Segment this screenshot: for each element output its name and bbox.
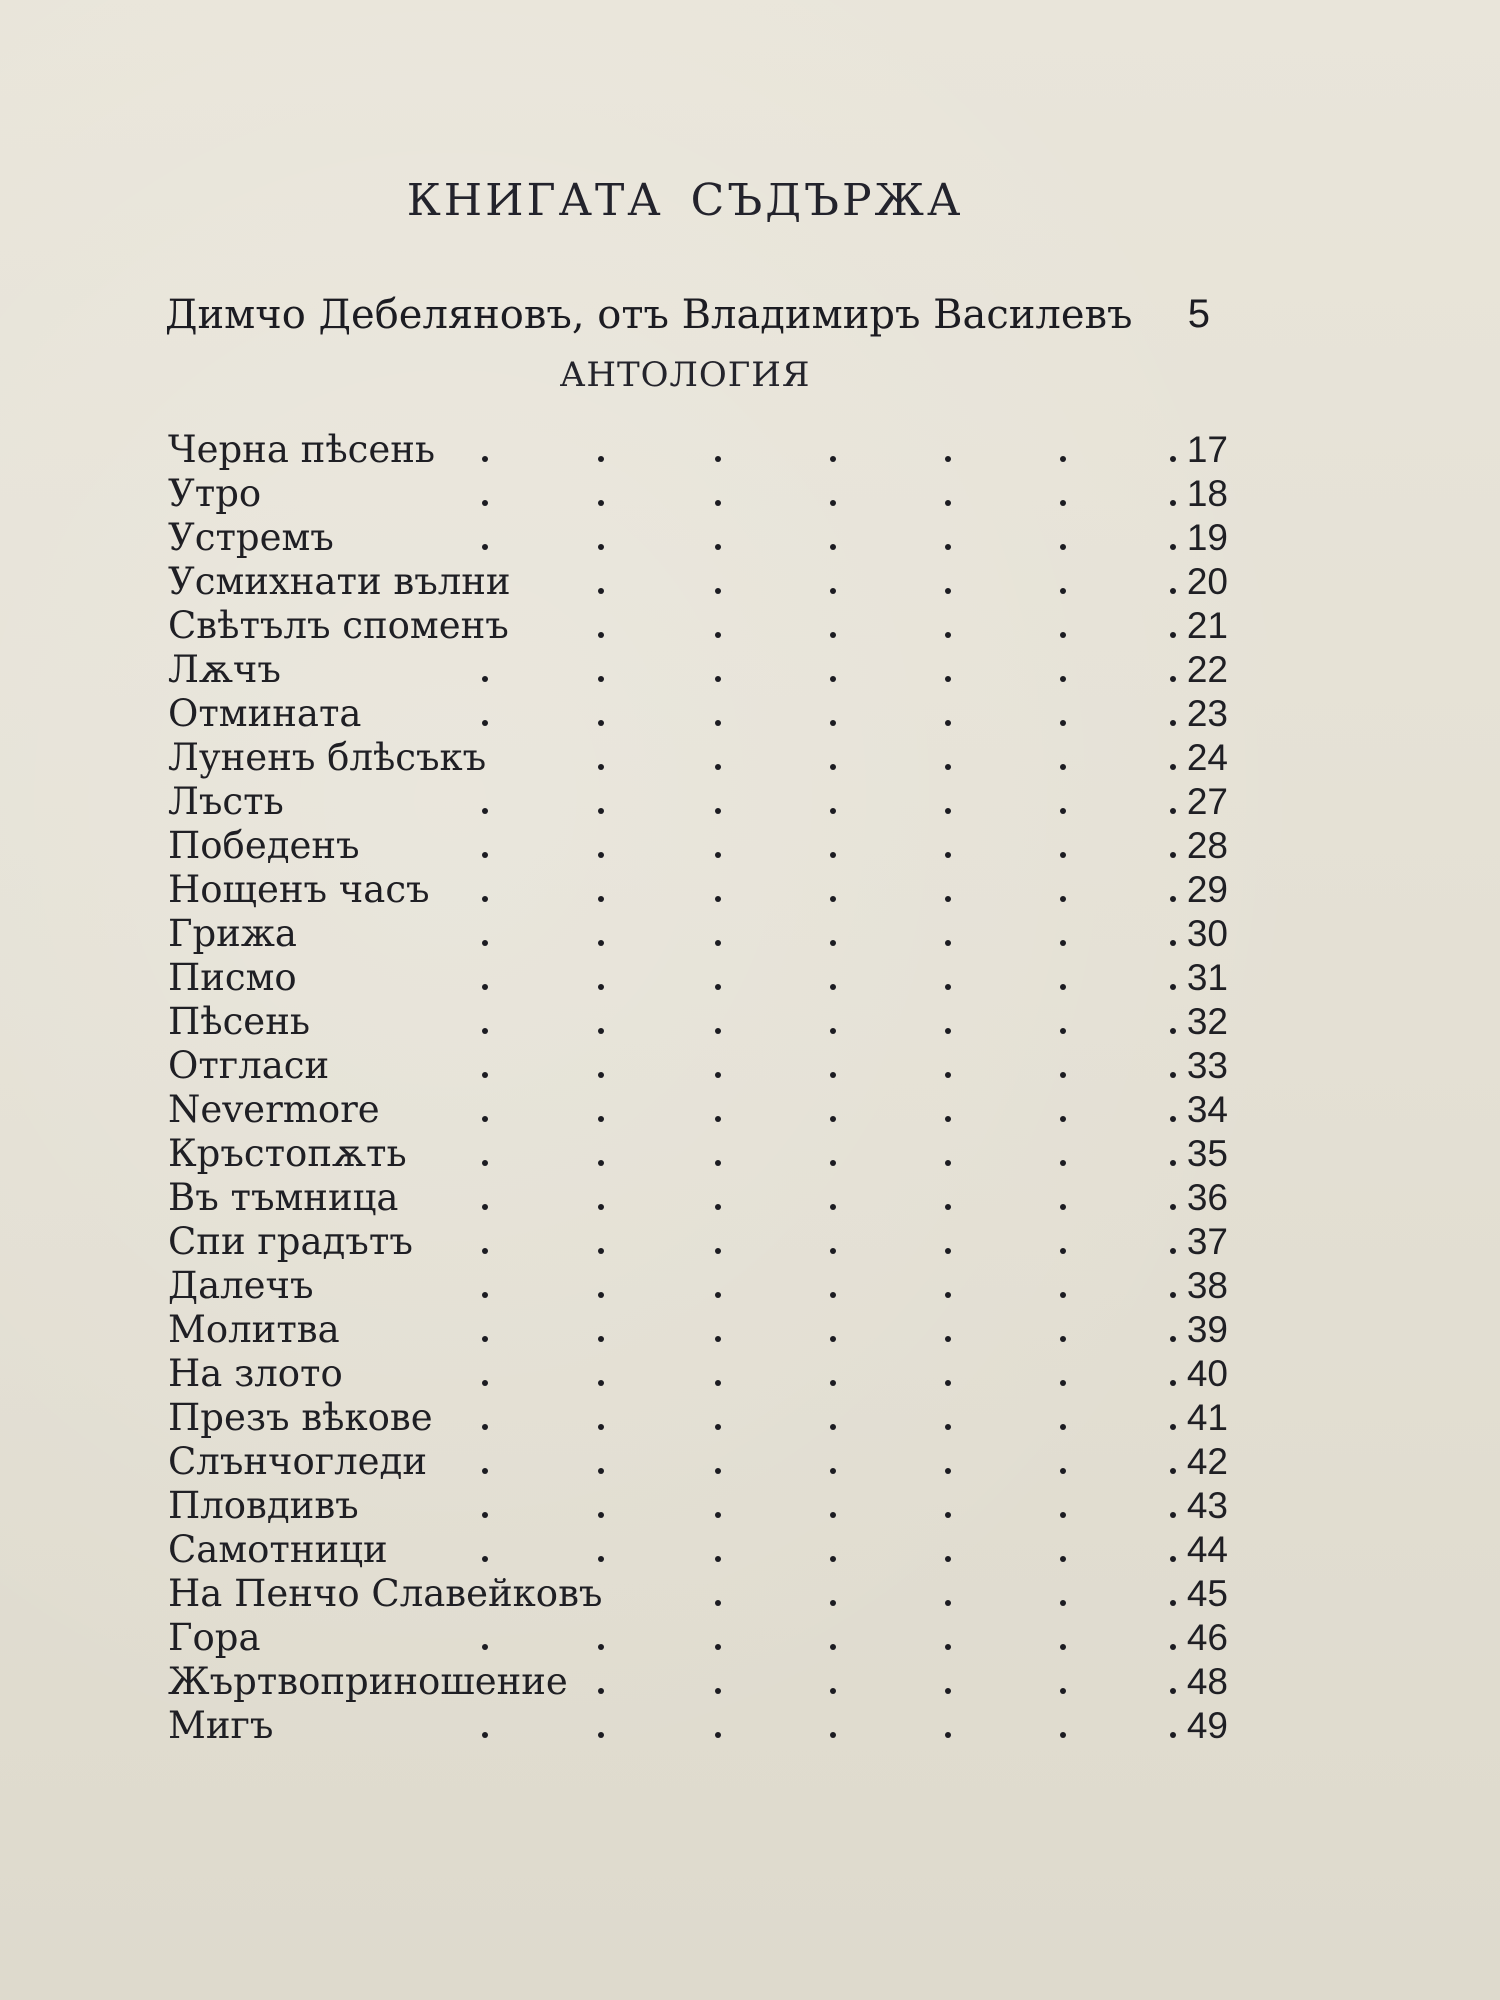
- toc-entry-page: 44: [1186, 1529, 1228, 1570]
- leader-dot: [596, 1704, 606, 1748]
- leader-dot: [480, 1132, 490, 1176]
- leader-dot: [943, 692, 953, 736]
- leader-dot: [1058, 780, 1068, 824]
- toc-entry-page: 34: [1186, 1089, 1228, 1130]
- leader-dot: [1058, 1440, 1068, 1484]
- toc-entry-page: 35: [1186, 1133, 1228, 1174]
- leader-dot: [1058, 868, 1068, 912]
- toc-entry-title: Усмихнати вълни: [168, 560, 511, 603]
- leader-dot: [828, 1088, 838, 1132]
- leader-dot: [828, 1132, 838, 1176]
- toc-entry: [168, 1572, 1228, 1616]
- leader-dot: [480, 1484, 490, 1528]
- leader-dot: [713, 1440, 723, 1484]
- toc-entry: [168, 604, 1228, 648]
- leader-dot: [828, 912, 838, 956]
- leader-dot: [596, 1616, 606, 1660]
- toc-entry-title: Презъ вѣкове: [168, 1396, 433, 1439]
- leader-dot: [713, 824, 723, 868]
- leader-dot: [713, 1352, 723, 1396]
- leader-dot: [828, 1220, 838, 1264]
- leader-dot: [943, 604, 953, 648]
- toc-entry-title: Черна пѣсень: [168, 428, 436, 471]
- page-heading: КНИГАТА СЪДЪРЖА: [406, 175, 964, 226]
- leader-dot: [828, 1616, 838, 1660]
- leader-dot: [828, 1572, 838, 1616]
- leader-dot: [828, 516, 838, 560]
- leader-dot: [480, 956, 490, 1000]
- toc-entry: [168, 912, 1228, 956]
- leader-dot: [596, 1176, 606, 1220]
- leader-dot: [828, 1044, 838, 1088]
- leader-dot: [713, 604, 723, 648]
- leader-dot: [596, 1000, 606, 1044]
- leader-dot: [828, 1352, 838, 1396]
- leader-dot: [596, 604, 606, 648]
- leader-dot: [596, 1264, 606, 1308]
- leader-dot: [1058, 516, 1068, 560]
- leader-dot: [1058, 692, 1068, 736]
- leader-dot: [828, 736, 838, 780]
- leader-dot: [713, 1264, 723, 1308]
- toc-entry-title: Свѣтълъ споменъ: [168, 604, 509, 647]
- leader-dot: [713, 1616, 723, 1660]
- leader-dot: [943, 1264, 953, 1308]
- leader-dot: [1058, 1572, 1068, 1616]
- leader-dot: [828, 1704, 838, 1748]
- toc-entry-page: 49: [1186, 1705, 1228, 1746]
- leader-dot: [943, 824, 953, 868]
- toc-entry-page: 19: [1186, 517, 1228, 558]
- toc-entry: [168, 1616, 1228, 1660]
- leader-dot: [943, 736, 953, 780]
- leader-dot: [713, 1088, 723, 1132]
- leader-dot: [596, 1220, 606, 1264]
- toc-entry-title: Писмо: [168, 956, 297, 999]
- toc-entry: [168, 1088, 1228, 1132]
- toc-entry-page: 18: [1186, 473, 1228, 514]
- toc-entry: [168, 1000, 1228, 1044]
- leader-dot: [480, 472, 490, 516]
- leader-dot: [480, 1088, 490, 1132]
- toc-entry-title: Пловдивъ: [168, 1484, 359, 1527]
- leader-dot: [713, 1572, 723, 1616]
- leader-dot: [596, 428, 606, 472]
- leader-dot: [713, 560, 723, 604]
- leader-dot: [943, 1308, 953, 1352]
- toc-entry-title: Утро: [168, 472, 262, 515]
- toc-entry-title: На Пенчо Славейковъ: [168, 1572, 603, 1615]
- toc-entry-page: 48: [1186, 1661, 1228, 1702]
- leader-dot: [713, 956, 723, 1000]
- leader-dot: [828, 692, 838, 736]
- leader-dot: [943, 1484, 953, 1528]
- toc-entry-page: 36: [1186, 1177, 1228, 1218]
- toc-entry: [168, 1044, 1228, 1088]
- leader-dot: [1058, 428, 1068, 472]
- leader-dot: [480, 824, 490, 868]
- leader-dot: [1058, 736, 1068, 780]
- leader-dot: [713, 516, 723, 560]
- leader-dot: [943, 560, 953, 604]
- leader-dot: [713, 1396, 723, 1440]
- leader-dot: [943, 472, 953, 516]
- leader-dot: [596, 648, 606, 692]
- leader-dot: [1058, 956, 1068, 1000]
- leader-dot: [713, 692, 723, 736]
- leader-dot: [1058, 1704, 1068, 1748]
- leader-dot: [713, 868, 723, 912]
- leader-dot: [713, 1176, 723, 1220]
- leader-dot: [713, 1132, 723, 1176]
- leader-dot: [1058, 1616, 1068, 1660]
- toc-entry-title: Мигъ: [168, 1704, 274, 1747]
- leader-dot: [1058, 1176, 1068, 1220]
- leader-dot: [596, 1044, 606, 1088]
- leader-dot: [943, 780, 953, 824]
- leader-dot: [596, 516, 606, 560]
- leader-dot: [713, 428, 723, 472]
- leader-dot: [480, 1396, 490, 1440]
- leader-dot: [1058, 1308, 1068, 1352]
- leader-dot: [596, 1484, 606, 1528]
- toc-entry: [168, 428, 1228, 472]
- leader-dot: [828, 1308, 838, 1352]
- leader-dot: [1058, 1484, 1068, 1528]
- toc-entry-title: Лъсть: [168, 780, 284, 823]
- leader-dot: [596, 1088, 606, 1132]
- leader-dot: [1058, 1132, 1068, 1176]
- leader-dot: [828, 1264, 838, 1308]
- leader-dot: [828, 1396, 838, 1440]
- leader-dot: [480, 428, 490, 472]
- leader-dot: [943, 1704, 953, 1748]
- toc-entry: [168, 1440, 1228, 1484]
- leader-dot: [480, 1704, 490, 1748]
- leader-dot: [480, 1616, 490, 1660]
- leader-dot: [828, 648, 838, 692]
- leader-dot: [943, 1440, 953, 1484]
- toc-entry-title: Нощенъ часъ: [168, 868, 430, 911]
- leader-dot: [943, 1616, 953, 1660]
- toc-entry: [168, 1528, 1228, 1572]
- toc-entry-page: 21: [1186, 605, 1228, 646]
- leader-dot: [828, 428, 838, 472]
- leader-dot: [1058, 1528, 1068, 1572]
- intro-entry-title: Димчо Дебеляновъ, отъ Владимиръ Василевъ: [165, 292, 1133, 338]
- leader-dot: [943, 428, 953, 472]
- toc-entry-title: Устремъ: [168, 516, 334, 559]
- toc-entry-page: 37: [1186, 1221, 1228, 1262]
- leader-dot: [713, 780, 723, 824]
- leader-dot: [713, 472, 723, 516]
- leader-dot: [596, 824, 606, 868]
- toc-entry: [168, 1176, 1228, 1220]
- toc-entry-title: Далечъ: [168, 1264, 314, 1307]
- toc-entry-title: На злото: [168, 1352, 343, 1395]
- toc-entry-title: Грижа: [168, 912, 297, 955]
- toc-entry: [168, 1220, 1228, 1264]
- leader-dot: [713, 1660, 723, 1704]
- toc-entry-page: 32: [1186, 1001, 1228, 1042]
- toc-entry: [168, 1660, 1228, 1704]
- leader-dot: [480, 1000, 490, 1044]
- leader-dot: [596, 1308, 606, 1352]
- leader-dot: [713, 736, 723, 780]
- toc-entry-page: 30: [1186, 913, 1228, 954]
- toc-entry-title: Кръстопѫть: [168, 1132, 407, 1175]
- toc-entry-page: 33: [1186, 1045, 1228, 1086]
- leader-dot: [596, 868, 606, 912]
- toc-entry-page: 28: [1186, 825, 1228, 866]
- leader-dot: [596, 1528, 606, 1572]
- leader-dot: [1058, 824, 1068, 868]
- leader-dot: [596, 560, 606, 604]
- leader-dot: [828, 1484, 838, 1528]
- leader-dot: [713, 1220, 723, 1264]
- toc-entry: [168, 560, 1228, 604]
- leader-dot: [943, 1088, 953, 1132]
- toc-entry-page: 20: [1186, 561, 1228, 602]
- leader-dot: [596, 692, 606, 736]
- table-of-contents: [168, 428, 1228, 1748]
- toc-entry: [168, 780, 1228, 824]
- leader-dot: [828, 824, 838, 868]
- leader-dot: [828, 472, 838, 516]
- leader-dot: [596, 1440, 606, 1484]
- leader-dot: [828, 1528, 838, 1572]
- toc-entry-page: 22: [1186, 649, 1228, 690]
- leader-dot: [480, 1440, 490, 1484]
- leader-dot: [943, 912, 953, 956]
- leader-dot: [828, 604, 838, 648]
- toc-entry: [168, 1396, 1228, 1440]
- toc-entry-page: 27: [1186, 781, 1228, 822]
- leader-dot: [828, 1000, 838, 1044]
- intro-entry-page: 5: [1187, 292, 1210, 336]
- leader-dot: [828, 560, 838, 604]
- leader-dot: [828, 780, 838, 824]
- leader-dot: [596, 780, 606, 824]
- leader-dot: [480, 1044, 490, 1088]
- toc-entry-title: Жъртвоприношение: [168, 1660, 568, 1703]
- toc-entry-title: Лѫчъ: [168, 648, 281, 691]
- toc-entry-page: 42: [1186, 1441, 1228, 1482]
- toc-entry-page: 29: [1186, 869, 1228, 910]
- leader-dot: [943, 1396, 953, 1440]
- leader-dot: [596, 1352, 606, 1396]
- leader-dot: [1058, 1220, 1068, 1264]
- section-title: АНТОЛОГИЯ: [559, 355, 811, 395]
- leader-dot: [943, 1220, 953, 1264]
- toc-entry: [168, 1308, 1228, 1352]
- toc-entry-title: Молитва: [168, 1308, 340, 1351]
- leader-dot: [713, 912, 723, 956]
- leader-dot: [1058, 1044, 1068, 1088]
- leader-dot: [943, 516, 953, 560]
- leader-dot: [596, 1396, 606, 1440]
- toc-entry-page: 40: [1186, 1353, 1228, 1394]
- leader-dot: [943, 1176, 953, 1220]
- leader-dot: [943, 648, 953, 692]
- leader-dot: [943, 1132, 953, 1176]
- leader-dot: [943, 1528, 953, 1572]
- leader-dot: [1058, 1264, 1068, 1308]
- leader-dot: [1058, 1000, 1068, 1044]
- toc-entry: [168, 472, 1228, 516]
- leader-dot: [828, 1176, 838, 1220]
- toc-entry-title: Луненъ блѣсъкъ: [168, 736, 487, 779]
- toc-entry-page: 41: [1186, 1397, 1228, 1438]
- leader-dot: [713, 1484, 723, 1528]
- leader-dot: [713, 1308, 723, 1352]
- leader-dot: [480, 1308, 490, 1352]
- toc-entry-page: 31: [1186, 957, 1228, 998]
- toc-entry-title: Слънчогледи: [168, 1440, 427, 1483]
- leader-dot: [480, 1220, 490, 1264]
- toc-entry-page: 24: [1186, 737, 1228, 778]
- leader-dot: [1058, 1352, 1068, 1396]
- leader-dot: [828, 1660, 838, 1704]
- toc-entry-title: Nevermore: [168, 1088, 380, 1131]
- toc-entry-title: Отмината: [168, 692, 362, 735]
- leader-dot: [596, 472, 606, 516]
- toc-entry-title: Въ тъмница: [168, 1176, 399, 1219]
- leader-dot: [713, 1000, 723, 1044]
- leader-dot: [943, 1000, 953, 1044]
- leader-dot: [596, 956, 606, 1000]
- toc-entry: [168, 868, 1228, 912]
- leader-dot: [828, 1440, 838, 1484]
- toc-entry: [168, 736, 1228, 780]
- leader-dot: [943, 1352, 953, 1396]
- toc-entry: [168, 824, 1228, 868]
- toc-entry-page: 45: [1186, 1573, 1228, 1614]
- toc-entry-title: Отгласи: [168, 1044, 330, 1087]
- leader-dot: [713, 1704, 723, 1748]
- toc-entry-page: 38: [1186, 1265, 1228, 1306]
- toc-entry-title: Гора: [168, 1616, 261, 1659]
- toc-entry: [168, 1264, 1228, 1308]
- leader-dot: [480, 516, 490, 560]
- leader-dot: [1058, 1660, 1068, 1704]
- leader-dot: [1058, 560, 1068, 604]
- leader-dot: [1058, 912, 1068, 956]
- leader-dot: [480, 692, 490, 736]
- toc-entry-title: Пѣсень: [168, 1000, 311, 1043]
- toc-entry: [168, 516, 1228, 560]
- leader-dot: [828, 956, 838, 1000]
- leader-dot: [480, 912, 490, 956]
- toc-entry-title: Спи градътъ: [168, 1220, 413, 1263]
- leader-dot: [943, 956, 953, 1000]
- toc-entry-page: 43: [1186, 1485, 1228, 1526]
- leader-dot: [1058, 1396, 1068, 1440]
- leader-dot: [480, 1264, 490, 1308]
- leader-dot: [480, 1528, 490, 1572]
- leader-dot: [943, 1044, 953, 1088]
- leader-dot: [480, 780, 490, 824]
- leader-dot: [1058, 648, 1068, 692]
- toc-entry-title: Победенъ: [168, 824, 360, 867]
- toc-entry-page: 23: [1186, 693, 1228, 734]
- leader-dot: [480, 648, 490, 692]
- leader-dot: [596, 912, 606, 956]
- toc-entry-page: 39: [1186, 1309, 1228, 1350]
- leader-dot: [1058, 1088, 1068, 1132]
- toc-entry: [168, 1352, 1228, 1396]
- leader-dot: [943, 868, 953, 912]
- intro-entry: [165, 292, 1210, 348]
- leader-dot: [596, 1132, 606, 1176]
- leader-dot: [480, 868, 490, 912]
- leader-dot: [943, 1572, 953, 1616]
- leader-dot: [713, 648, 723, 692]
- toc-entry: [168, 1132, 1228, 1176]
- leader-dot: [480, 1352, 490, 1396]
- leader-dot: [596, 736, 606, 780]
- toc-entry: [168, 956, 1228, 1000]
- leader-dot: [713, 1044, 723, 1088]
- leader-dot: [1058, 472, 1068, 516]
- toc-entry: [168, 692, 1228, 736]
- toc-entry-page: 17: [1186, 429, 1228, 470]
- leader-dot: [596, 1660, 606, 1704]
- leader-dot: [943, 1660, 953, 1704]
- toc-entry: [168, 1484, 1228, 1528]
- leader-dot: [713, 1528, 723, 1572]
- leader-dot: [1058, 604, 1068, 648]
- toc-entry: [168, 648, 1228, 692]
- toc-entry: [168, 1704, 1228, 1748]
- leader-dot: [480, 1176, 490, 1220]
- leader-dot: [828, 868, 838, 912]
- toc-entry-title: Самотници: [168, 1528, 388, 1571]
- toc-entry-page: 46: [1186, 1617, 1228, 1658]
